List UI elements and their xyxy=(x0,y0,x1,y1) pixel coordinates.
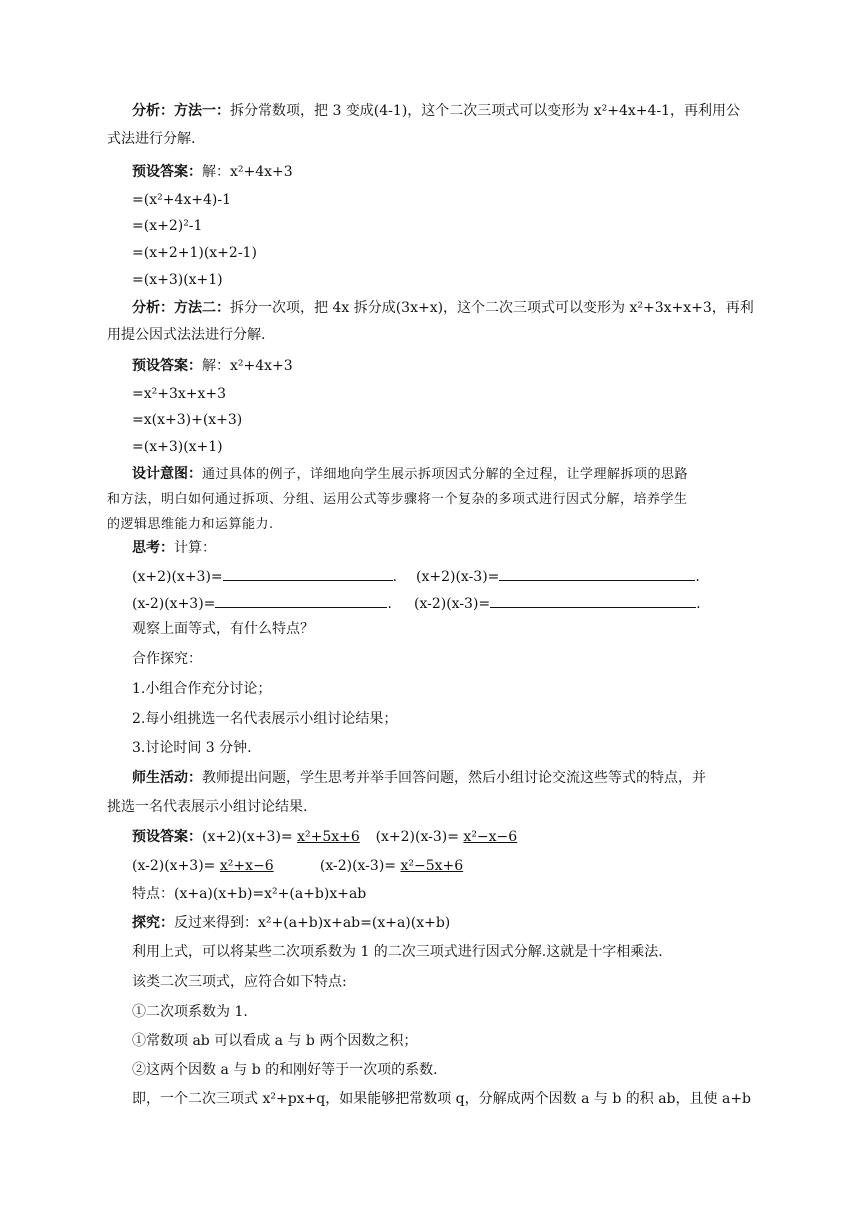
calc-expr: (x+2)(x+3)= xyxy=(132,569,223,585)
answer-blank[interactable] xyxy=(223,565,393,581)
result-lhs: (x-2)(x+3)= xyxy=(132,858,216,874)
think-prompt xyxy=(132,538,216,558)
explore-label: 探究： xyxy=(132,915,174,931)
method-one-analysis xyxy=(132,101,740,121)
activity-label: 师生活动： xyxy=(132,770,202,786)
result-rhs: x²−x−6 xyxy=(463,829,518,845)
activity-text: 教师提出问题，学生思考并举手回答问题，然后小组讨论交流这些等式的特点，并 xyxy=(202,770,706,786)
calc-row-4 xyxy=(414,592,701,614)
analysis-text-cont: 用提公因式法法进行分解. xyxy=(107,327,266,343)
feature-item: ①二次项系数为 1. xyxy=(132,1004,248,1020)
answer-label: 预设答案： xyxy=(132,164,202,180)
feature-formula: 特点：(x+a)(x+b)=x²+(a+b)x+ab xyxy=(132,886,367,902)
result-rhs: x²+5x+6 xyxy=(297,829,360,845)
calc-row-3 xyxy=(132,592,392,614)
coop-title: 合作探究： xyxy=(132,651,202,667)
answer-step: =x(x+3)+(x+3) xyxy=(132,412,243,428)
calc-row-2 xyxy=(416,565,700,587)
answer-step: =x²+3x+x+3 xyxy=(132,386,227,402)
coop-step: 3.讨论时间 3 分钟. xyxy=(132,740,252,756)
coop-step: 2.每小组挑选一名代表展示小组讨论结果； xyxy=(132,711,398,727)
feature-item: ②这两个因数 a 与 b 的和刚好等于一次项的系数. xyxy=(132,1062,438,1078)
analysis-label: 分析：方法一： xyxy=(132,103,230,119)
analysis-label: 分析：方法二： xyxy=(132,300,230,316)
preset-answer-2 xyxy=(132,356,293,376)
preset-answer-3 xyxy=(132,827,517,847)
period: . xyxy=(387,596,392,612)
answer-text: 解：x²+4x+3 xyxy=(202,358,293,374)
design-text-cont: 和方法，明白如何通过拆项、分组、运用公式等步骤将一个复杂的多项式进行因式分解，培养学生 xyxy=(107,492,688,507)
result-lhs: (x-2)(x-3)= xyxy=(319,858,397,874)
activity-text-cont: 挑选一名代表展示小组讨论结果. xyxy=(107,799,308,815)
coop-step: 1.小组合作充分讨论； xyxy=(132,681,272,697)
answer-blank[interactable] xyxy=(215,592,387,608)
answer-step: =(x+2+1)(x+2-1) xyxy=(132,245,257,261)
observe-question: 观察上面等式，有什么特点？ xyxy=(132,621,314,637)
think-label: 思考： xyxy=(132,540,174,556)
result-row-2 xyxy=(132,856,463,876)
last-paragraph: 即，一个二次三项式 x²+px+q，如果能够把常数项 q，分解成两个因数 a 与 b 的积 ab，且使 a+b xyxy=(132,1091,752,1107)
period: . xyxy=(695,569,700,585)
design-text: 通过具体的例子，详细地向学生展示拆项因式分解的全过程，让学理解拆项的思路 xyxy=(202,467,689,482)
answer-label: 预设答案： xyxy=(132,358,202,374)
class-intro: 该类二次三项式，应符合如下特点: xyxy=(132,974,347,990)
think-text: 计算： xyxy=(174,540,216,556)
method-two-analysis xyxy=(132,298,754,318)
answer-blank[interactable] xyxy=(499,565,695,581)
explore-text: 反过来得到：x²+(a+b)x+ab=(x+a)(x+b) xyxy=(174,915,451,931)
answer-step: =(x+2)²-1 xyxy=(132,218,203,234)
design-text-cont: 的逻辑思维能力和运算能力. xyxy=(107,517,274,532)
result-lhs: (x+2)(x+3)= xyxy=(202,829,293,845)
calc-expr: (x-2)(x+3)= xyxy=(132,596,216,612)
answer-step: =(x+3)(x+1) xyxy=(132,439,223,455)
result-lhs: (x+2)(x-3)= xyxy=(375,829,459,845)
result-rhs: x²−5x+6 xyxy=(400,858,464,874)
calc-expr: (x-2)(x-3)= xyxy=(414,596,491,612)
answer-step: =(x+3)(x+1) xyxy=(132,272,223,288)
answer-step: =(x²+4x+4)-1 xyxy=(132,192,231,208)
analysis-text: 拆分常数项，把 3 变成(4-1)，这个二次三项式可以变形为 x²+4x+4-1，再利用公 xyxy=(230,103,741,119)
period: . xyxy=(392,569,398,585)
calc-expr: (x+2)(x-3)= xyxy=(416,569,500,585)
feature-item: ①常数项 ab 可以看成 a 与 b 两个因数之积； xyxy=(132,1033,418,1049)
calc-row-1 xyxy=(132,565,397,587)
result-rhs: x²+x−6 xyxy=(219,858,274,874)
preset-answer-1 xyxy=(132,162,293,182)
answer-label: 预设答案： xyxy=(132,829,202,845)
answer-text: 解：x²+4x+3 xyxy=(202,164,293,180)
design-intent xyxy=(132,464,688,485)
cross-method-note: 利用上式，可以将某些二次项系数为 1 的二次三项式进行因式分解.这就是十字相乘法. xyxy=(132,944,663,960)
teacher-student-activity xyxy=(132,768,706,788)
analysis-text: 拆分一次项，把 4x 拆分成(3x+x)，这个二次三项式可以变形为 x²+3x+x+3，再利 xyxy=(230,300,754,316)
answer-blank[interactable] xyxy=(490,592,696,608)
analysis-text-cont: 式法进行分解. xyxy=(107,131,196,147)
design-label: 设计意图： xyxy=(132,466,202,482)
period: . xyxy=(696,596,701,612)
explore xyxy=(132,913,450,933)
